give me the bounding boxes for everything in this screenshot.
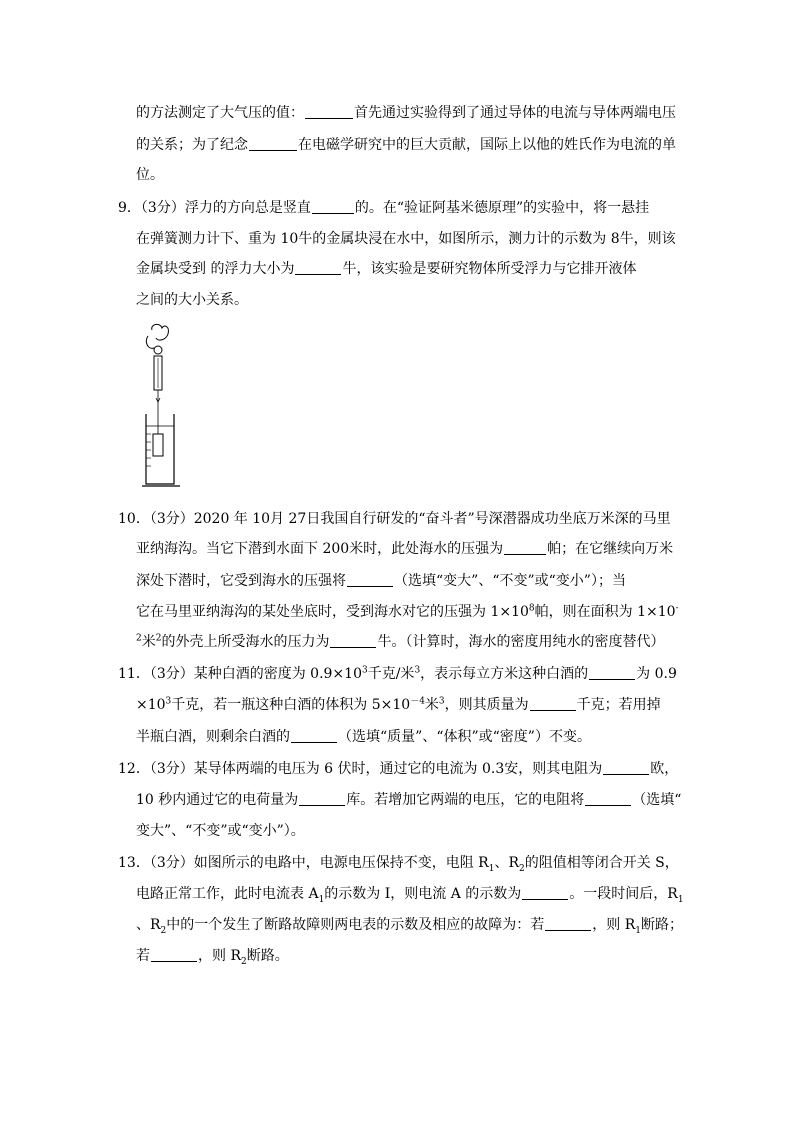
text: 深处下潜时，它受到海水的压强将 — [136, 573, 346, 589]
text: 10 秒内通过它的电荷量为 — [136, 792, 299, 808]
text: 半瓶白酒，则剩余白酒的 — [136, 729, 290, 745]
superscript: 3 — [361, 665, 368, 676]
q11-line-1 — [118, 664, 677, 684]
text: 牛，该实验是要研究物体所受浮力与它排开液体 — [342, 261, 637, 277]
answer-blank[interactable] — [151, 947, 197, 962]
q9-line-3 — [136, 259, 636, 279]
text: 位。 — [136, 167, 164, 183]
q12-line-3 — [136, 821, 305, 841]
text: 电路正常工作，此时电流表 A — [136, 886, 319, 902]
text: 金属块受到 的浮力大小为 — [136, 261, 295, 277]
answer-blank[interactable] — [589, 665, 635, 680]
q10-line-4 — [136, 602, 679, 622]
q13-line-3 — [136, 915, 683, 935]
text: ×10 — [136, 697, 166, 713]
subscript: 2 — [519, 863, 525, 874]
text: 米 — [424, 697, 439, 713]
superscript: 3 — [165, 696, 172, 707]
text: （选填“变大”、“不变”或“变小”）；当 — [394, 573, 626, 589]
text: 断路； — [641, 917, 684, 933]
answer-blank[interactable] — [291, 728, 337, 743]
text: （选填“ — [632, 792, 682, 808]
text: 在弹簧测力计下、重为 10牛的金属块浸在水中，如图所示，测力计的示数为 8牛，则该 — [136, 231, 676, 247]
text: 它在马里亚纳海沟的某处坐底时，受到海水对它的压强为 1×10 — [136, 604, 529, 620]
q13-line-4 — [136, 946, 289, 966]
subscript: 2 — [160, 925, 167, 936]
answer-blank[interactable] — [530, 696, 576, 711]
q10-line-5 — [136, 632, 664, 652]
text: 的阻值相等闭合开关 S， — [524, 855, 679, 871]
q12-line-1 — [118, 759, 678, 779]
text: 千克/米 — [367, 666, 415, 682]
answer-blank[interactable] — [545, 916, 591, 931]
answer-blank[interactable] — [585, 791, 631, 806]
answer-blank[interactable] — [603, 760, 649, 775]
text: 首先通过实验得到了通过导体的电流与导体两端电压 — [354, 105, 676, 121]
subscript: 1 — [318, 894, 325, 905]
answer-blank[interactable] — [295, 260, 341, 275]
text: ，表示每立方米这种白酒的 — [420, 666, 589, 682]
answer-blank[interactable] — [504, 540, 546, 555]
answer-blank[interactable] — [522, 885, 568, 900]
superscript: 2 — [155, 633, 162, 644]
text: 的。在“验证阿基米德原理”的实验中，将一悬挂 — [354, 200, 650, 216]
text: （选填“质量”、“体积”或“密度”）不变。 — [338, 729, 591, 745]
text: 之间的大小关系。 — [136, 292, 248, 308]
answer-blank[interactable] — [312, 199, 354, 214]
text: 帕，则在面积为 1×10 — [534, 604, 676, 620]
text: 10．（3分）2020 年 10月 27日我国自行研发的“奋斗者”号深潜器成功坐底万米深的马里 — [118, 511, 671, 527]
text: 9．（3分）浮力的方向总是竖直 — [118, 200, 311, 216]
q10-line-1 — [118, 509, 671, 529]
text: 断路。 — [246, 948, 289, 964]
answer-blank[interactable] — [249, 136, 297, 151]
text: ，则 R — [198, 948, 241, 964]
answer-blank[interactable] — [330, 633, 376, 648]
answer-blank[interactable] — [305, 104, 353, 119]
text: ，则其质量为 — [444, 697, 529, 713]
text: 的关系；为了纪念 — [136, 137, 248, 153]
answer-blank[interactable] — [347, 572, 393, 587]
text: 亚纳海沟。当它下潜到水面下 200米时，此处海水的压强为 — [136, 541, 504, 557]
text: 的外壳上所受海水的压力为 — [161, 634, 330, 650]
text: 的示数为 I，则电流 A 的示数为 — [324, 886, 522, 902]
q13-line-1 — [118, 853, 679, 873]
text: 13．（3分）如图所示的电路中，电源电压保持不变，电阻 R — [118, 855, 489, 871]
text: 中的一个发生了断路故障则两电表的示数及相应的故障为：若 — [166, 917, 545, 933]
q8-line-3 — [136, 165, 164, 185]
spring-balance-figure — [134, 322, 188, 492]
q13-line-2 — [136, 884, 684, 904]
text: 11．（3分）某种白酒的密度为 0.9×10 — [118, 666, 362, 682]
text: 为 0.9 — [636, 666, 677, 682]
q11-line-2 — [136, 695, 661, 715]
superscript: 3 — [438, 696, 445, 707]
text: 在电磁学研究中的巨大贡献，国际上以他的姓氏作为电流的单 — [298, 137, 676, 153]
subscript: 2 — [241, 956, 247, 967]
text: 牛。（计算时，海水的密度用纯水的密度替代） — [377, 634, 665, 650]
subscript: 1 — [488, 863, 495, 874]
text: 变大”、“不变”或“变小”）。 — [136, 823, 305, 839]
text: 千克；若用掉 — [576, 697, 661, 713]
superscript: - — [675, 603, 679, 614]
answer-blank[interactable] — [299, 791, 345, 806]
text: 帕；在它继续向万米 — [547, 541, 674, 557]
superscript: 8 — [528, 603, 535, 614]
text: 千克，若一瓶这种白酒的体积为 5×10 — [171, 697, 411, 713]
superscript: 2 — [136, 633, 142, 644]
q9-line-2 — [136, 229, 676, 249]
superscript: 3 — [414, 665, 421, 676]
text: 欧， — [650, 761, 679, 777]
text: 库。若增加它两端的电压，它的电阻将 — [346, 792, 585, 808]
q10-line-2 — [136, 539, 673, 559]
text: 12．（3分）某导体两端的电压为 6 伏时，通过它的电流为 0.3安，则其电阻为 — [118, 761, 603, 777]
text: 若 — [136, 948, 150, 964]
q8-line-2 — [136, 135, 676, 155]
text: 。一段时间后，R — [569, 886, 678, 902]
superscript: －4 — [410, 696, 425, 707]
q9-line-4 — [136, 290, 248, 310]
subscript: 1 — [635, 925, 642, 936]
text: 的方法测定了大气压的值： — [136, 105, 304, 121]
q9-line-1 — [118, 198, 649, 218]
text: 、R — [494, 855, 519, 871]
subscript: 1 — [677, 894, 684, 905]
text: 米 — [141, 634, 156, 650]
q12-line-2 — [136, 790, 681, 810]
text: 、R — [136, 917, 161, 933]
text: ，则 R — [592, 917, 636, 933]
q8-line-1 — [136, 103, 676, 123]
q11-line-3 — [136, 727, 591, 747]
q10-line-3 — [136, 571, 626, 591]
